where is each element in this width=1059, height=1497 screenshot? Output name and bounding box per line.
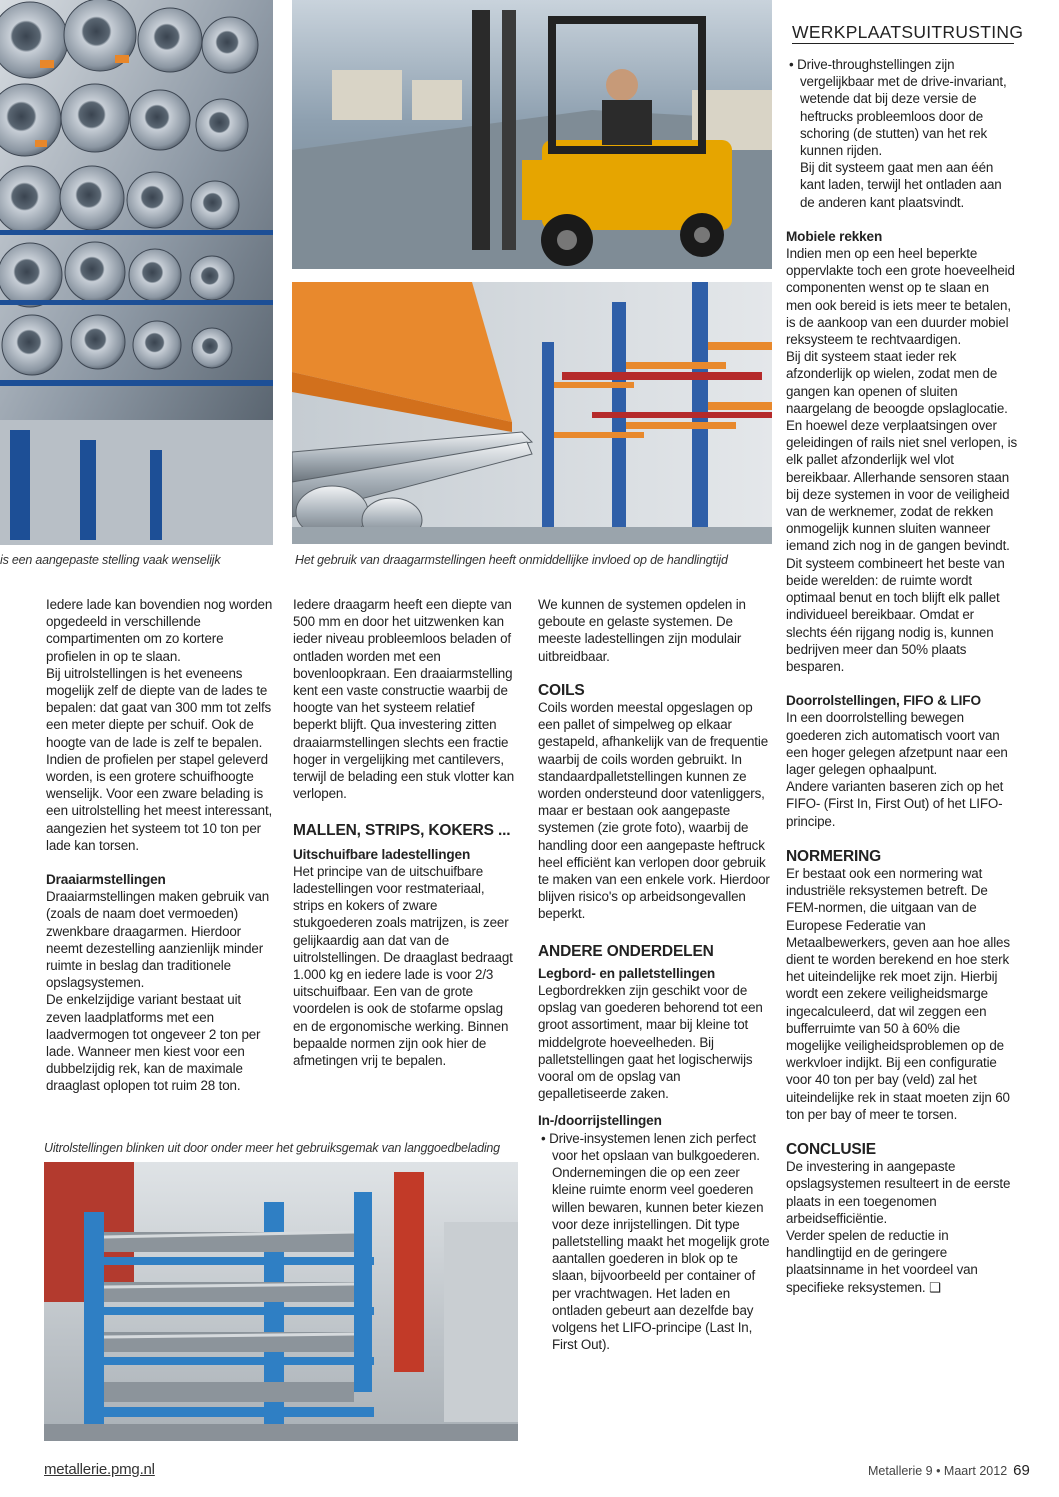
paragraph: Het principe van de uitschuifbare ladestellingen voor restmateriaal, strips en kokers of zware stukgoederen zoals matrijzen, is zeer gelijkaardig aan dat van de uitrolstellingen. De draaglast bedraagt 1.000 kg en iedere lade is voor 2/3 uitschuifbaar. Een van de grote voordelen is ook de stofarme opslag en de ergonomische werking. Binnen bepaalde normen zijn ook hier de afmetingen vrij te bepalen. [293, 863, 513, 1069]
paragraph: De enkelzijdige variant bestaat uit zeven laadplatforms met een laadvermogen tot ongeveer 2 ton per lade. Wanneer men kiest voor een dubbelzijdig rek, kan de maximale draaglast oplopen tot ruim 28 ton. [46, 992, 261, 1094]
bullet-paragraph: • Drive-throughstellingen zijn vergelijkbaar met de drive-invariant, wetende dat bij deze versie de heftrucks probleemloos door de schoring (de stutten) van het rek kunnen rijden. [789, 57, 1007, 159]
section-heading-conclusie: CONCLUSIE [786, 1140, 876, 1158]
bullet-paragraph: • Drive-insystemen lenen zich perfect voor het opslaan van bulkgoederen. Ondernemingen die op een zeer kleine ruimte enorm veel goederen willen bewaren, kunnen beter kiezen voor deze inrijstellingen. Dit type palletstelling maakt het mogelijk grote aantallen goederen in blok op te slaan, bijvoorbeeld per container of per vrachtwagen. Het laden en ontladen gebeurt aan dezelfde bay volgens het LIFO-principe (Last In, First Out). [541, 1130, 770, 1353]
paragraph: Draaiarmstellingen maken gebruik van (zoals de naam doet vermoeden) zwenkbare draagarmen. Hierdoor neemt dezestelling aanzienlijk minder ruimte in beslag dan traditionele opslagsystemen. [46, 889, 270, 991]
issue-label: Metallerie 9 • Maart 2012 [868, 1464, 1008, 1478]
paragraph: Indien men op een heel beperkte oppervlakte toch een grote hoeveelheid componenten wenst op te slaan en men ook bereid is iets meer te betalen, is de aankoop van een duurder mobiel reksysteem te rechtvaardigen. [786, 246, 1015, 348]
section-heading-coils: COILS [538, 681, 585, 699]
paragraph: Legbordrekken zijn geschikt voor de opslag van goederen behorend tot een groot assortiment, maar bij kleine tot middelgrote hoeveelheden. Bij palletstellingen gaat het logischerwijs vooral om de opslag van gepalletiseerde zaken. [538, 983, 763, 1102]
section-heading-mallen: MALLEN, STRIPS, KOKERS ... [293, 822, 511, 840]
column-2 [293, 596, 519, 1069]
drawer-rack-photo [44, 1162, 518, 1441]
column-4 [786, 56, 1018, 1296]
coils-rack-photo [0, 0, 273, 545]
forklift-photo [292, 0, 772, 269]
caption-coils: is een aangepaste stelling vaak wenselijk [0, 553, 221, 567]
column-1 [46, 596, 274, 1095]
paragraph: Bij dit systeem gaat men aan één kant laden, terwijl het ontladen aan de anderen kant plaatsvindt. [800, 160, 1002, 210]
caption-cantilever: Het gebruik van draagarmstellingen heeft onmiddellijke invloed op de handlingtijd [295, 553, 728, 567]
section-heading-andere-onderdelen: ANDERE ONDERDELEN [538, 942, 714, 960]
paragraph: Verder spelen de reductie in handlingtijd en de geringere plaatsinname in het voordeel van specifieke reksystemen. ❑ [786, 1228, 978, 1295]
subheading-inrijstellingen: In-/doorrijstellingen [538, 1113, 662, 1129]
subheading-mobiele-rekken: Mobiele rekken [786, 228, 883, 244]
column-3 [538, 596, 770, 1353]
paragraph: De investering in aangepaste opslagsystemen resulteert in de eerste plaats in een toegenomen arbeidsefficiëntie. [786, 1159, 1011, 1226]
paragraph: Coils worden meestal opgeslagen op een pallet of simpelweg op elkaar gestapeld, afhankelijk van de frequentie waarbij de coils worden gebruikt. In standaardpalletstellingen kunnen ze worden ondersteund door vatenliggers, maar er bestaan ook aangepaste systemen (zie grote foto), waarbij de handling door een aangepaste heftruck heel efficiënt kan verlopen door gebruik te maken van een enkele vork. Hierdoor blijven risico's op arbeidsongevallen beperkt. [538, 700, 770, 922]
paragraph: Bij dit systeem staat ieder rek afzonderlijk op wielen, zodat men de gangen kan openen of sluiten naargelang de beoogde opslaglocatie. En hoewel deze verplaatsingen over geleidingen of rails niet snel verlopen, is elk pallet afzonderlijk wel vlot bereikbaar. Allerhande sensoren staan bij deze systemen in voor de veiligheid van de werknemer, zodat de rekken onmogelijk kunnen sluiten wanneer iemand zich nog in de gangen bevindt. [786, 349, 1018, 554]
paragraph: Er bestaat ook een normering wat industriële reksystemen betreft. De FEM-normen, die uitgaan van de Europese Federatie van Metaalbewerkers, geven aan hoe alles dient te worden berekend en hoe sterk het uiteindelijke rek moet zijn. Hierbij wordt een zekere veiligheidsmarge ingecalculeerd, dat wil zeggen een bufferruimte van 50 à 60% die mogelijke veiligheidsproblemen op de werkvloer indijkt. Bij een configuratie voor 40 ton per bay (veld) zal het uiteindelijke rek in staat moeten zijn 60 ton per bay of meer te torsen. [786, 865, 1010, 1122]
subheading-uitschuifbare: Uitschuifbare ladestellingen [293, 846, 471, 862]
section-heading-normering: NORMERING [786, 847, 882, 865]
section-topic-header: WERKPLAATSUITRUSTING [792, 22, 1024, 42]
paragraph: Dit systeem combineert het beste van beide werelden: de ruimte wordt optimaal benut en toch blijft elk pallet individueel bereikbaar. Omdat er slechts één rijgang nodig is, kunnen bedrijven meer dan 50% plaats besparen. [786, 555, 1005, 674]
paragraph: We kunnen de systemen opdelen in geboute en gelaste systemen. De meeste ladestellingen zijn modulair uitbreidbaar. [538, 597, 746, 664]
paragraph: Andere varianten baseren zich op het FIFO- (First In, First Out) of het LIFO-principe. [786, 779, 1004, 829]
footer-issue-info [868, 1462, 1030, 1479]
paragraph: In een doorrolstelling bewegen goederen zich automatisch voort van een hoger gelegen afzetpunt naar een lager gelegen ophaalpunt. [786, 710, 1008, 777]
subheading-legbord: Legbord- en palletstellingen [538, 965, 716, 981]
subheading-doorrolstellingen: Doorrolstellingen, FIFO & LIFO [786, 693, 981, 709]
footer-website-link[interactable]: metallerie.pmg.nl [44, 1461, 155, 1478]
paragraph: Iedere draagarm heeft een diepte van 500 mm en door het uitzwenken kan ieder niveau probleemloos beladen of ontladen worden met een bovenloopkraan. Een draaiarmstelling kent een vaste constructie waarbij de hoogte van het systeem relatief beperkt blijft. Qua investering zitten draaiarmstellingen slechts een fractie hoger in vergelijking met cantilevers, terwijl de belading een stuk vlotter kan verlopen. [293, 597, 515, 802]
paragraph: Bij uitrolstellingen is het eveneens mogelijk zelf de diepte van de lades te bepalen: dat gaat van 300 mm tot zelfs een meter diepte per schuif. Ook de hoogte van de lade is zelf te bepalen. Indien de profielen per stapel geleverd worden, is een grotere schuifhoogte wenselijk. Voor een zware belading is een uitrolstelling het meest interessant, aangezien het systeem tot 10 ton per lade kan torsen. [46, 665, 273, 853]
caption-drawer-rack: Uitrolstellingen blinken uit door onder meer het gebruiksgemak van langgoedbelading [44, 1141, 500, 1155]
subheading-draaiarmstellingen: Draaiarmstellingen [46, 872, 166, 888]
cantilever-rack-photo [292, 282, 772, 544]
paragraph: Iedere lade kan bovendien nog worden opgedeeld in verschillende compartimenten om zo kortere profielen in op te slaan. [46, 597, 273, 664]
page-number: 69 [1013, 1462, 1030, 1479]
